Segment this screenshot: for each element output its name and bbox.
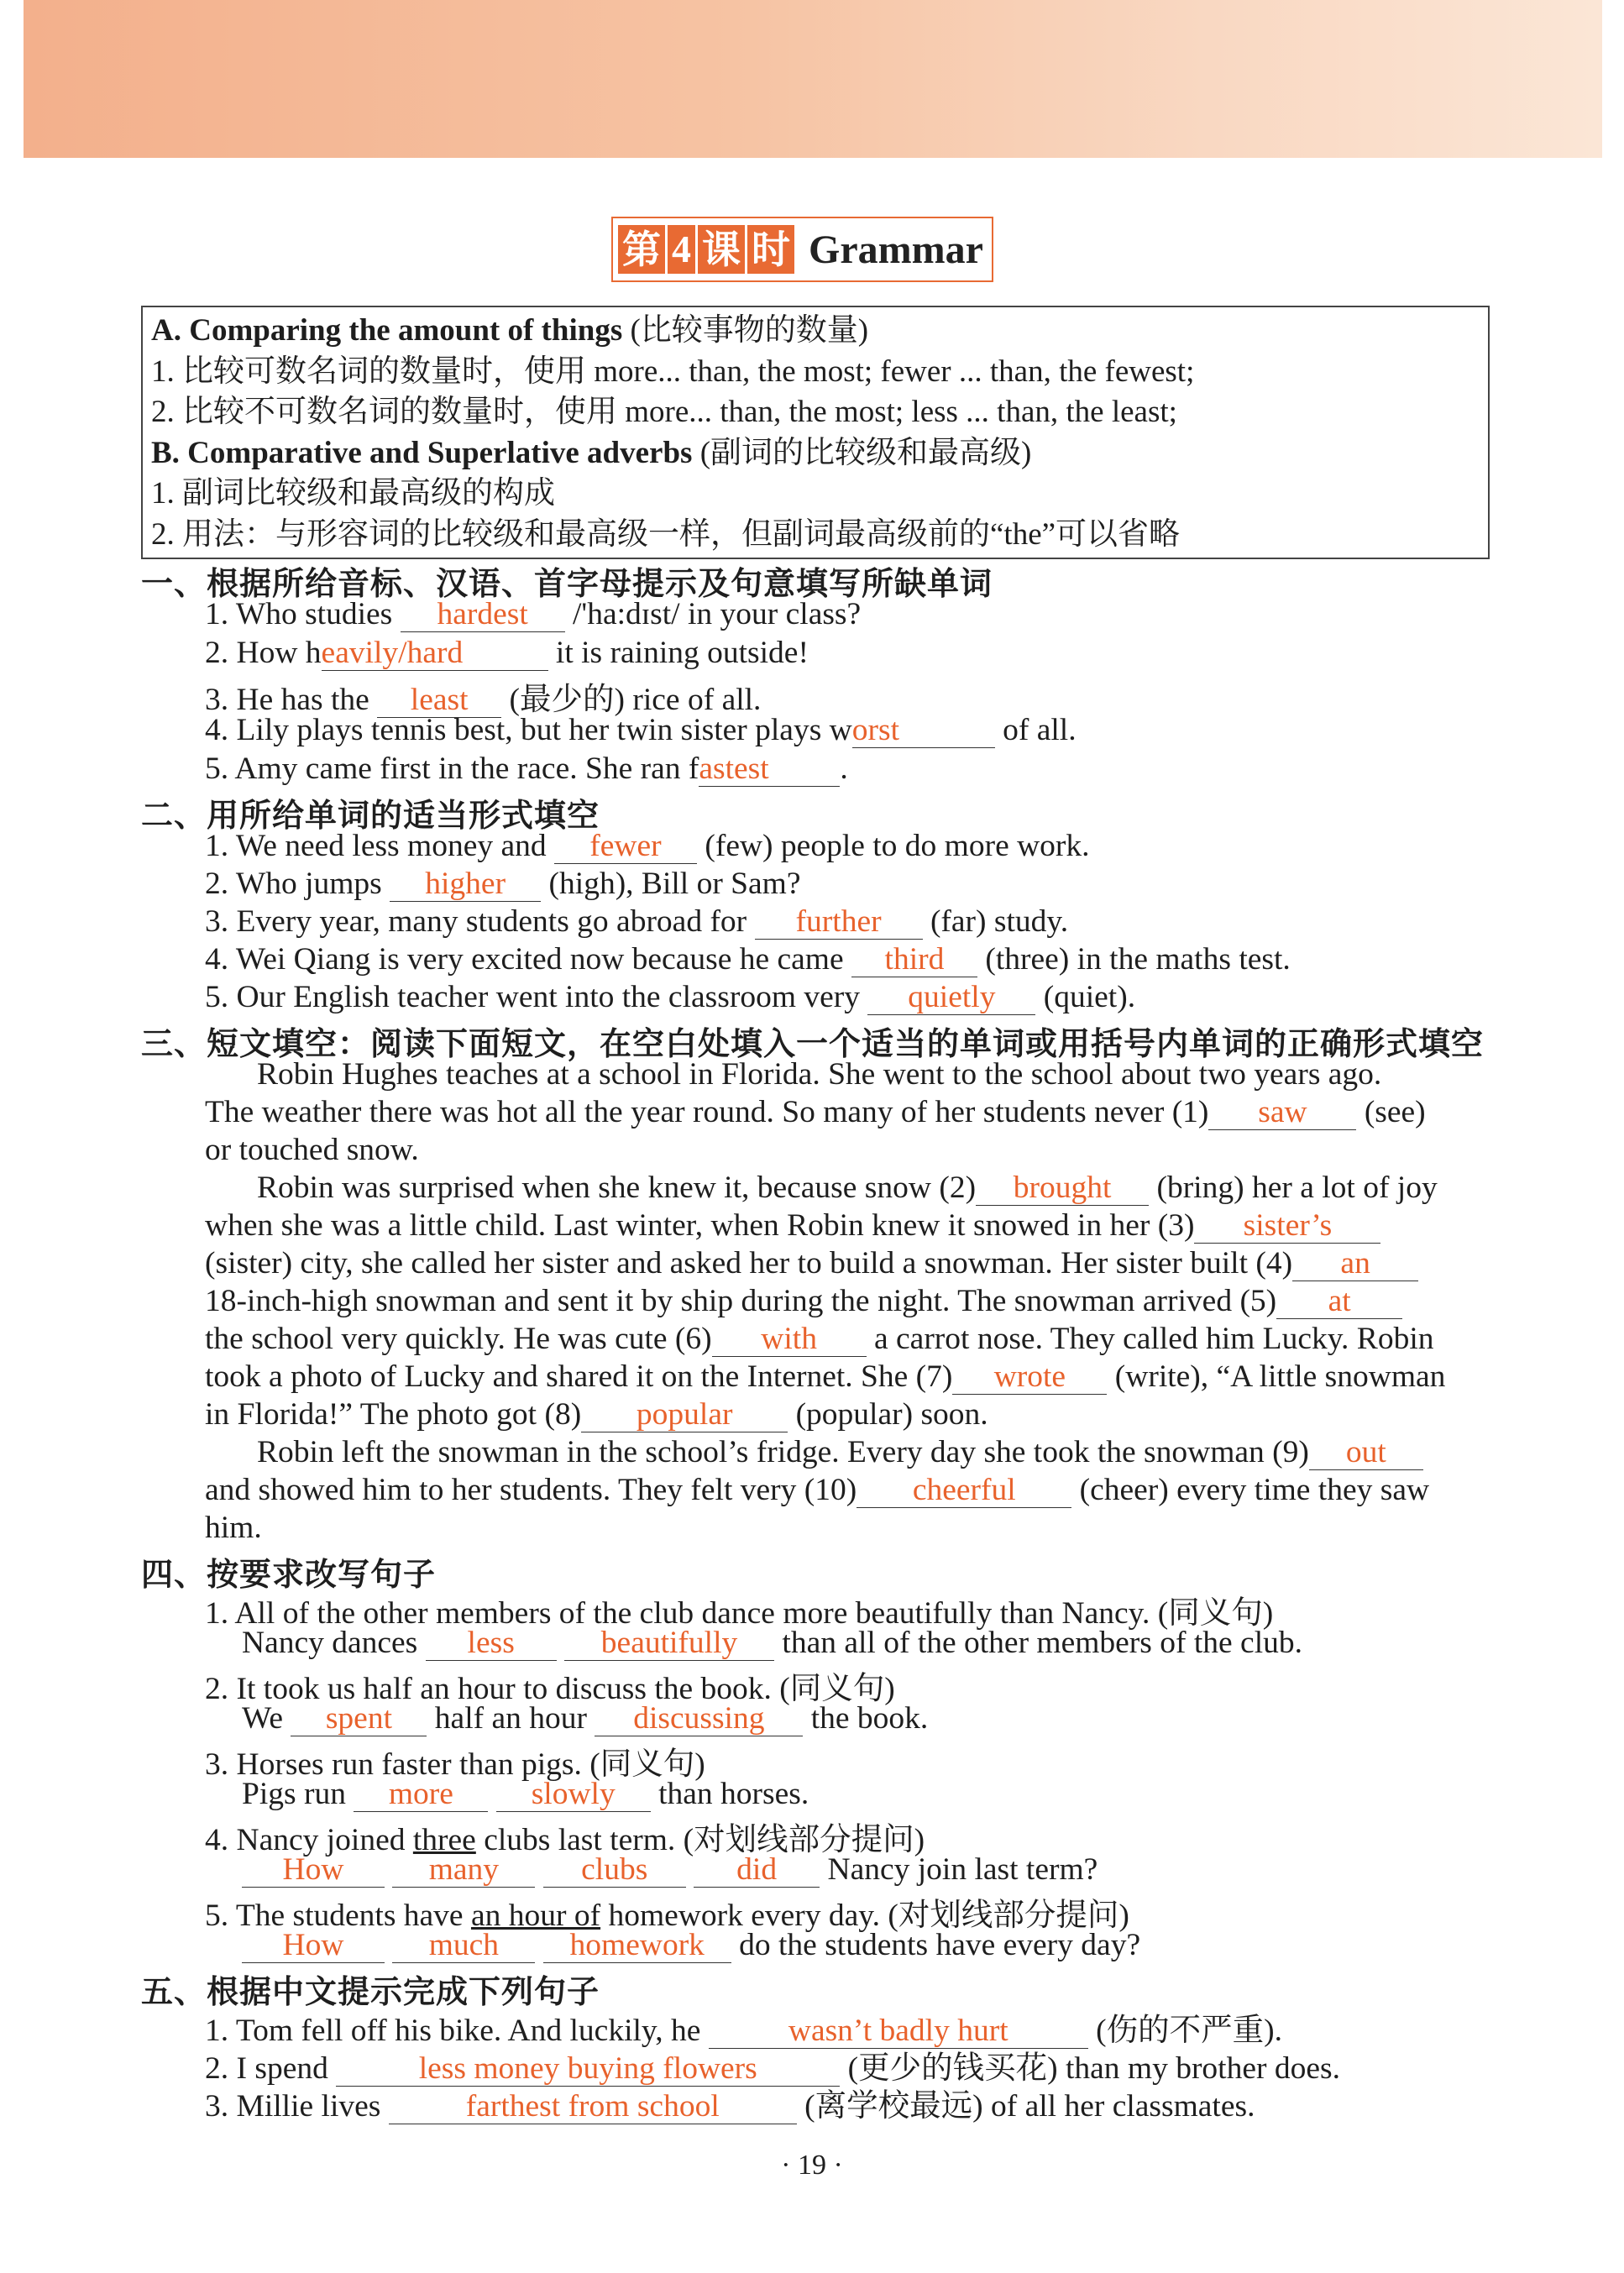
passage-line: or touched snow.: [205, 1133, 419, 1167]
answer-blank: fewer: [554, 830, 697, 864]
passage-line: him.: [205, 1511, 262, 1545]
answer-blank: further: [755, 905, 923, 940]
answer-blank: farthest from school: [389, 2090, 797, 2124]
s2-question-5: 5. Our English teacher went into the classroom very quietly (quiet).: [205, 980, 1136, 1014]
passage-line: Robin Hughes teaches at a school in Florida. She went to the school about two years ago.: [257, 1057, 1382, 1092]
answer-blank: spent: [291, 1702, 427, 1736]
answer-blank: at: [1276, 1285, 1402, 1319]
answer-blank: less: [426, 1626, 557, 1661]
title-box-di: 第: [618, 225, 665, 274]
answer-blank: saw: [1208, 1096, 1356, 1130]
s4-question-4: 4. Nancy joined three clubs last term. (对划线部分提问): [205, 1823, 925, 1857]
key-a1: 1. 比较可数名词的数量时，使用 more... than, the most; fewer ... than, the fewest;: [151, 354, 1195, 389]
key-b-heading: B. Comparative and Superlative adverbs (副词的比较级和最高级): [151, 435, 1032, 470]
s5-question-2: 2. I spend less money buying flowers (更少的钱买花) than my brother does.: [205, 2051, 1340, 2086]
answer-blank: out: [1309, 1436, 1423, 1470]
s1-question-3: 3. He has the least (最少的) rice of all.: [205, 683, 762, 717]
s1-question-1: 1. Who studies hardest /'ha:dɪst/ in your class?: [205, 597, 862, 631]
s5-question-1: 1. Tom fell off his bike. And luckily, he wasn’t badly hurt (伤的不严重).: [205, 2014, 1282, 2048]
header-banner: [24, 0, 1602, 158]
section-2-heading: 二、用所给单词的适当形式填空: [141, 797, 600, 834]
s4-answer-3: Pigs run more slowly than horses.: [242, 1777, 809, 1811]
s5-question-3: 3. Millie lives farthest from school (离学校最远) of all her classmates.: [205, 2089, 1255, 2124]
s1-question-4: 4. Lily plays tennis best, but her twin sister plays worst of all.: [205, 713, 1077, 747]
answer-blank: third: [851, 943, 977, 977]
passage-line: 18-inch-high snowman and sent it by ship during the night. The snowman arrived (5) at: [205, 1283, 1402, 1319]
s4-answer-5: How much homework do the students have every day?: [242, 1927, 1140, 1963]
passage-line: when she was a little child. Last winter, when Robin knew it snowed in her (3) sister’s: [205, 1207, 1380, 1244]
answer-blank: slowly: [496, 1778, 651, 1812]
key-b1: 1. 副词比较级和最高级的构成: [151, 476, 555, 511]
answer-blank: clubs: [543, 1853, 686, 1888]
s4-answer-1: Nancy dances less beautifully than all of the other members of the club.: [242, 1626, 1302, 1660]
answer-blank: popular: [581, 1398, 788, 1432]
passage-line: Robin left the snowman in the school’s fridge. Every day she took the snowman (9) out: [257, 1434, 1423, 1470]
s4-answer-2: We spent half an hour discussing the book.: [242, 1701, 929, 1736]
section-5-heading: 五、根据中文提示完成下列句子: [141, 1973, 600, 2010]
answer-blank: wrote: [952, 1360, 1107, 1395]
answer-blank: orst: [852, 714, 995, 748]
s2-question-3: 3. Every year, many students go abroad for further (far) study.: [205, 904, 1069, 939]
answer-blank: beautifully: [564, 1626, 774, 1661]
s4-question-3: 3. Horses run faster than pigs. (同义句): [205, 1747, 705, 1782]
answer-blank: eavily/hard: [322, 636, 548, 671]
answer-blank: discussing: [595, 1702, 803, 1736]
title-box-number: 4: [668, 225, 695, 274]
answer-blank: astest: [699, 752, 840, 787]
answer-blank: wasn’t badly hurt: [709, 2014, 1088, 2049]
answer-blank: homework: [543, 1929, 731, 1963]
s4-question-1: 1. All of the other members of the club dance more beautifully than Nancy. (同义句): [205, 1596, 1274, 1631]
passage-line: The weather there was hot all the year round. So many of her students never (1) saw (see): [205, 1095, 1426, 1129]
key-a2: 2. 比较不可数名词的数量时，使用 more... than, the most; less ... than, the least;: [151, 395, 1177, 429]
answer-blank: more: [354, 1778, 488, 1812]
s2-question-4: 4. Wei Qiang is very excited now because he came third (three) in the maths test.: [205, 942, 1291, 977]
answer-blank: quietly: [867, 981, 1035, 1015]
title-word: Grammar: [809, 227, 983, 272]
answer-blank: less money buying flowers: [336, 2052, 840, 2087]
answer-blank: cheerful: [857, 1474, 1071, 1508]
answer-blank: with: [712, 1322, 867, 1357]
answer-blank: How: [242, 1929, 385, 1963]
s4-question-5: 5. The students have an hour of homework every day. (对划线部分提问): [205, 1899, 1129, 1933]
answer-blank: higher: [390, 867, 541, 902]
answer-blank: How: [242, 1853, 385, 1888]
key-b2: 2. 用法：与形容词的比较级和最高级一样，但副词最高级前的“the”可以省略: [151, 516, 1181, 552]
title-box-ke: 课: [698, 225, 745, 274]
answer-blank: much: [392, 1929, 535, 1963]
section-4-heading: 四、按要求改写句子: [141, 1556, 437, 1593]
passage-line: (sister) city, she called her sister and asked her to build a snowman. Her sister built (4) an: [205, 1245, 1418, 1281]
page-number: · 19 ·: [781, 2150, 843, 2181]
passage-line: took a photo of Lucky and shared it on the Internet. She (7) wrote (write), “A little snowman: [205, 1359, 1446, 1394]
answer-blank: brought: [976, 1171, 1149, 1206]
s4-question-2: 2. It took us half an hour to discuss the book. (同义句): [205, 1672, 895, 1706]
passage-line: in Florida!” The photo got (8) popular (popular) soon.: [205, 1397, 988, 1432]
answer-blank: least: [377, 683, 501, 718]
answer-blank: hardest: [401, 598, 565, 632]
section-1-heading: 一、根据所给音标、汉语、首字母提示及句意填写所缺单词: [141, 565, 993, 602]
lesson-title: [611, 217, 993, 282]
passage-line: Robin was surprised when she knew it, because snow (2) brought (bring) her a lot of joy: [257, 1171, 1438, 1205]
key-a-heading: A. Comparing the amount of things (比较事物的数量): [151, 313, 869, 348]
answer-blank: did: [694, 1853, 820, 1888]
s2-question-2: 2. Who jumps higher (high), Bill or Sam?: [205, 867, 801, 901]
title-box-shi: 时: [747, 225, 794, 274]
s1-question-5: 5. Amy came first in the race. She ran fastest .: [205, 752, 848, 786]
grammar-key-points: [141, 306, 1490, 559]
passage-line: and showed him to her students. They felt very (10) cheerful (cheer) every time they saw: [205, 1473, 1430, 1507]
answer-blank: an: [1292, 1247, 1418, 1281]
answer-blank: sister’s: [1194, 1209, 1380, 1244]
passage-line: the school very quickly. He was cute (6) with a carrot nose. They called him Lucky. Robin: [205, 1322, 1434, 1356]
answer-blank: many: [392, 1853, 535, 1888]
s1-question-2: 2. How heavily/hard it is raining outside!: [205, 636, 809, 670]
section-3-heading: 三、短文填空：阅读下面短文，在空白处填入一个适当的单词或用括号内单词的正确形式填空: [141, 1025, 1485, 1062]
s4-answer-4: How many clubs did Nancy join last term?: [242, 1851, 1098, 1888]
s2-question-1: 1. We need less money and fewer (few) people to do more work.: [205, 829, 1090, 863]
